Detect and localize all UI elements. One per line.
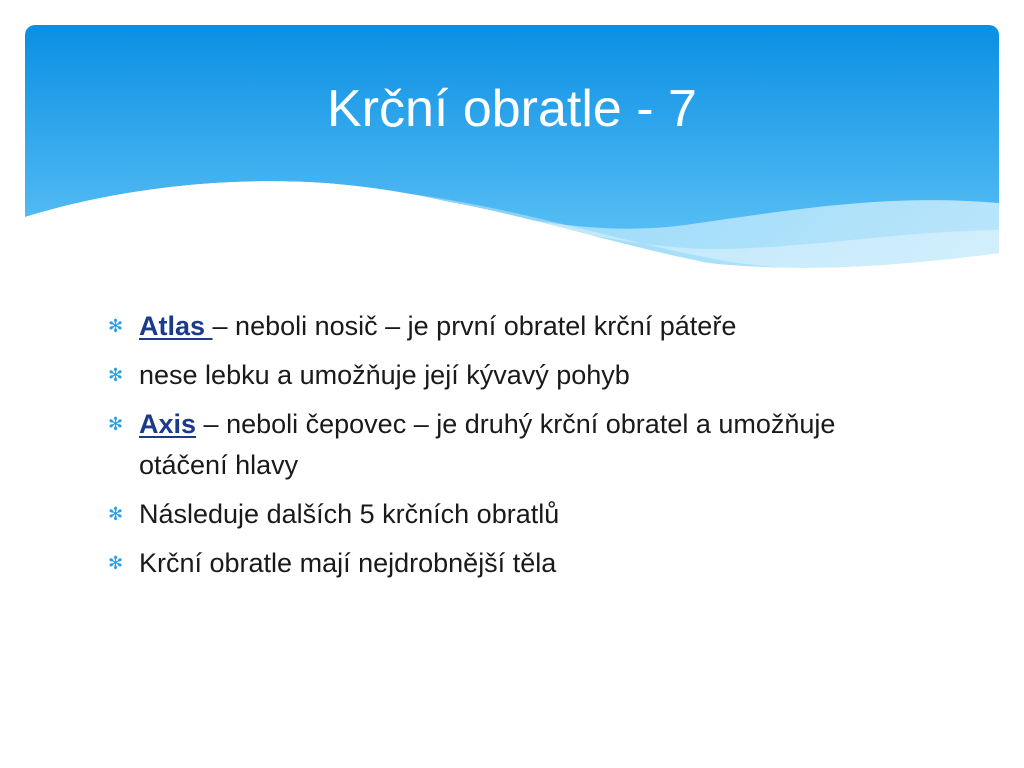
list-item xyxy=(108,543,898,584)
bullet-text: nese lebku a umožňuje její kývavý pohyb xyxy=(139,360,630,390)
term-atlas-link[interactable]: Atlas xyxy=(139,311,213,341)
asterisk-icon: ✻ xyxy=(108,504,124,524)
term-axis-link[interactable]: Axis xyxy=(139,409,197,439)
list-item xyxy=(108,494,898,535)
slide-title: Krční obratle - 7 xyxy=(327,80,697,138)
bullet-list xyxy=(108,306,898,592)
bullet-text: – neboli čepovec – je druhý krční obratel a umožňuje otáčení hlavy xyxy=(139,409,836,480)
list-item xyxy=(108,355,898,396)
asterisk-icon: ✻ xyxy=(108,414,124,434)
asterisk-icon: ✻ xyxy=(108,316,124,336)
bullet-text: – neboli nosič – je první obratel krční páteře xyxy=(212,311,737,341)
list-item xyxy=(108,306,898,347)
bullet-text: Následuje dalších 5 krčních obratlů xyxy=(139,499,560,529)
asterisk-icon: ✻ xyxy=(108,365,124,385)
header-banner xyxy=(25,25,999,285)
asterisk-icon: ✻ xyxy=(108,553,124,573)
bullet-text: Krční obratle mají nejdrobnější těla xyxy=(139,548,557,578)
list-item xyxy=(108,404,898,486)
